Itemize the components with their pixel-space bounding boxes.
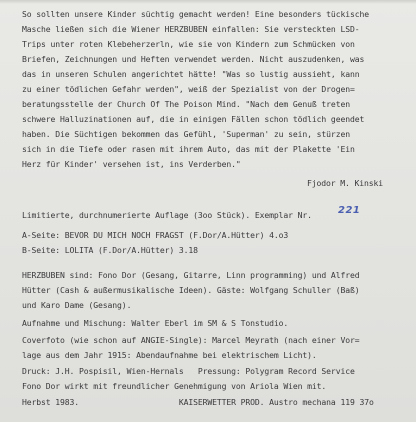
story-line-6: zu einer tödlichen Gefahr werden", weiß der Spezialist von der Drogen= (22, 84, 355, 94)
credits-date-production: Herbst 1983. KAISERWETTER PROD. Austro mechana 119 37o (22, 397, 374, 407)
story-line-10: sich in die Tiefe oder rasen mit ihrem Auto, das mit der Plakette 'Ein (22, 144, 355, 154)
story-line-11: Herz für Kinder' versehen ist, ins Verderben." (22, 159, 241, 169)
story-line-1: So sollten unsere Kinder süchtig gemacht werden! Eine besonders tückische (22, 9, 369, 19)
track-a-side: A-Seite: BEVOR DU MICH NOCH FRAGST (F.Dor/A.Hütter) 4.o3 (22, 230, 289, 240)
credits-print-pressing: Druck: J.H. Pospisil, Wien-Hernals Pressung: Polygram Record Service (22, 366, 355, 376)
story-line-2: Masche ließen sich die Wiener HERZBUBEN einfallen: Sie versteckten LSD- (22, 24, 360, 34)
credits-recording: Aufnahme und Mischung: Walter Eberl im SM & S Tonstudio. (22, 318, 289, 328)
track-b-side: B-Seite: LOLITA (F.Dor/A.Hütter) 3.18 (22, 245, 198, 255)
author-signature: Fjodor M. Kinski (307, 178, 384, 188)
story-line-7: beratungsstelle der Church Of The Poison Mind. "Nach dem Genuß treten (22, 99, 350, 109)
story-line-8: schwere Halluzinationen auf, die in einigen Fällen schon tödlich geendet (22, 114, 365, 124)
credits-line-1: HERZBUBEN sind: Fono Dor (Gesang, Gitarre, Linn programming) und Alfred (22, 270, 360, 280)
story-line-4: Briefen, Zeichnungen und Heften verwendet werden. Nicht auszudenken, was (22, 54, 365, 64)
credits-coverphoto-1: Coverfoto (wie schon auf ANGIE-Single): Marcel Meyrath (nach einer Vor= (22, 335, 360, 345)
handwritten-copy-number: 221 (338, 205, 361, 216)
sleeve-edge-shadow (0, 0, 416, 4)
credits-coverphoto-2: lage aus dem Jahr 1915: Abendaufnahme bei elektrischem Licht). (22, 350, 317, 360)
credits-line-2: Hütter (Cash & außermusikalische Ideen). Gäste: Wolfgang Schuller (Baß) (22, 285, 360, 295)
story-line-3: Trips unter roten Klebeherzerln, wie sie von Kindern zum Schmücken von (22, 39, 355, 49)
credits-line-3: und Karo Dame (Gesang). (22, 300, 132, 310)
credits-permission: Fono Dor wirkt mit freundlicher Genehmigung von Ariola Wien mit. (22, 381, 327, 391)
story-line-5: das in unseren Schulen angerichtet hätte! "Was so lustig aussieht, kann (22, 69, 360, 79)
story-line-9: haben. Die Süchtigen bekommen das Gefühl, 'Superman' zu sein, stürzen (22, 129, 350, 139)
edition-statement: Limitierte, durchnumerierte Auflage (3oo Stück). Exemplar Nr. (22, 210, 312, 220)
